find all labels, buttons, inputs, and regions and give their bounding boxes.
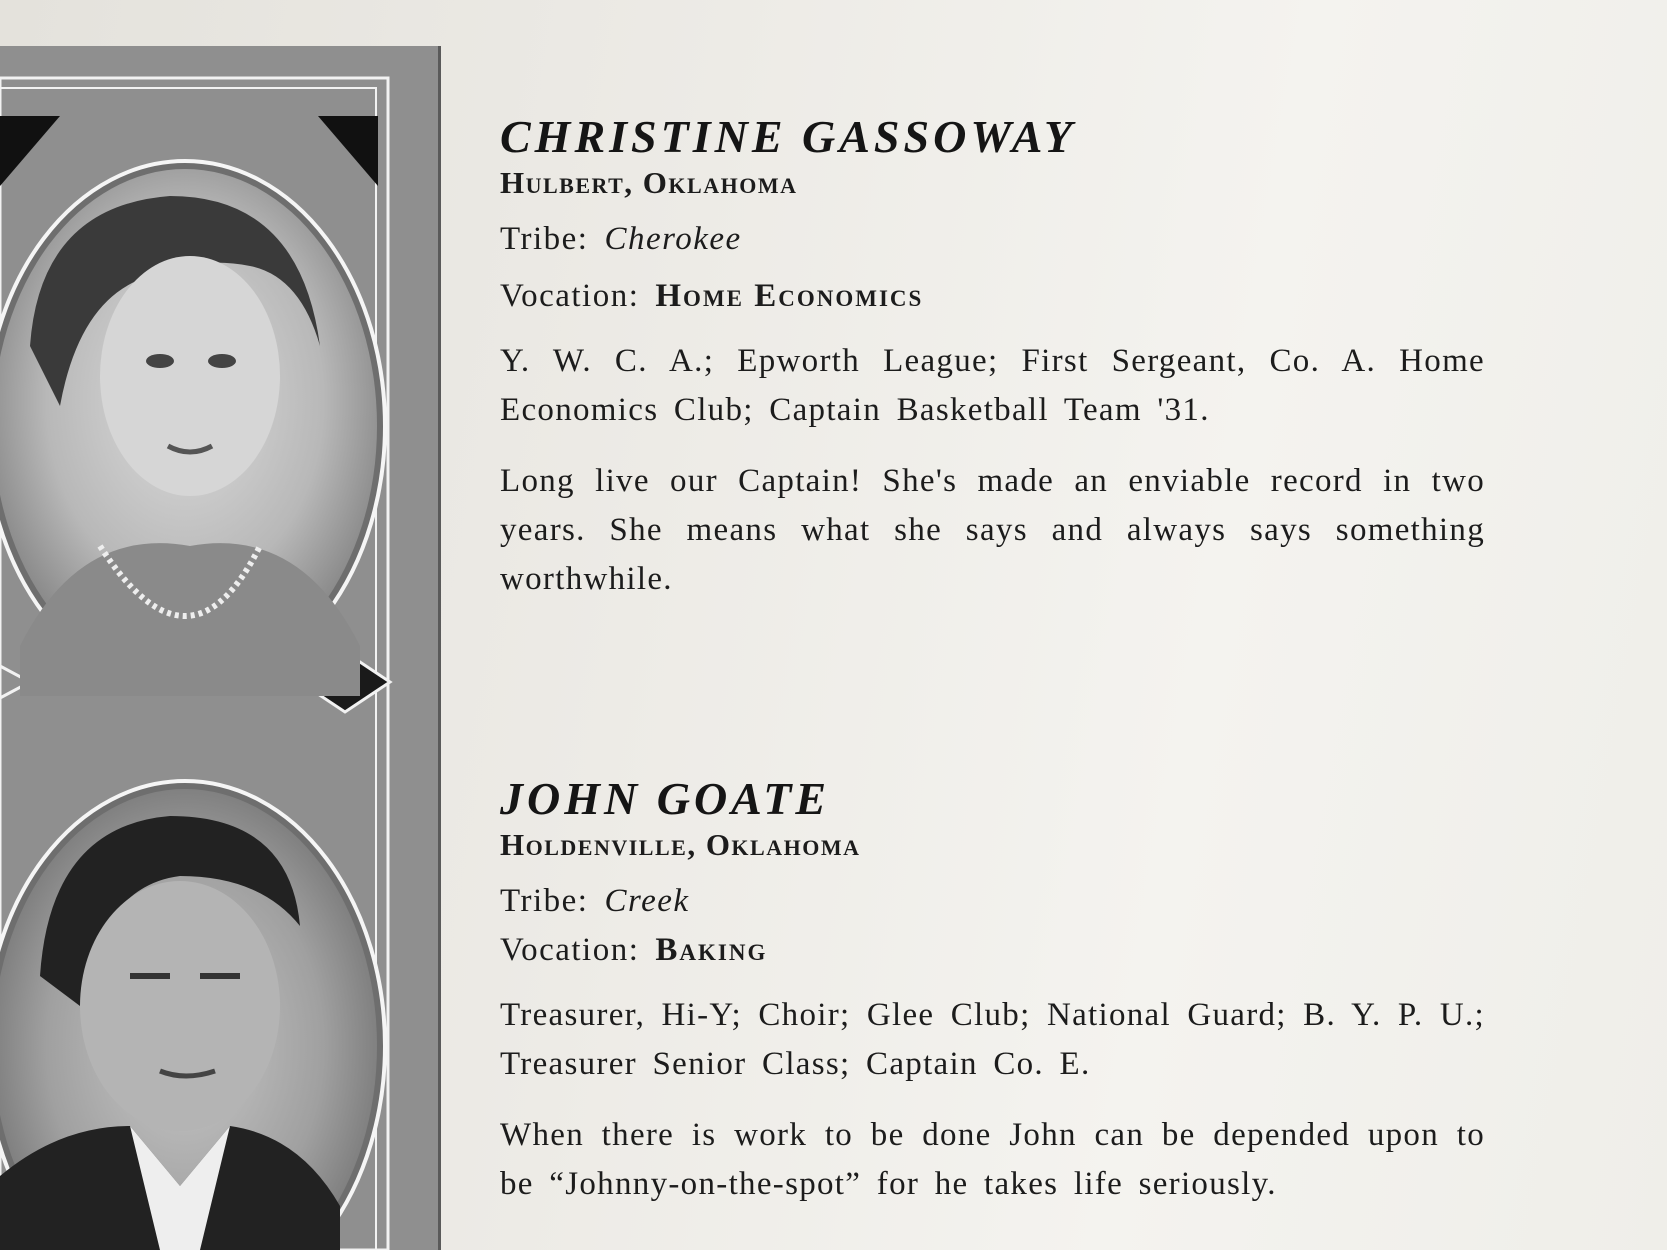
student-name: CHRISTINE GASSOWAY [500, 111, 1077, 162]
activities-text: Treasurer, Hi-Y; Choir; Glee Club; National Guard; B. Y. P. U.; Treasurer Senior Class; Captain Co. E. [500, 997, 1485, 1082]
description-text: Long live our Captain! She's made an enviable record in two years. She means what she says and always says something worthwhile. [500, 463, 1485, 597]
student-entry [500, 110, 1500, 604]
student-hometown: Hulbert, Oklahoma [500, 165, 798, 200]
tribe-value: Cherokee [604, 221, 742, 257]
student-hometown: Holdenville, Oklahoma [500, 827, 861, 862]
activities-text: Y. W. C. A.; Epworth League; First Sergeant, Co. A. Home Economics Club; Captain Basketball Team '31. [500, 343, 1485, 428]
description-text: When there is work to be done John can be depended upon to be “Johnny-on-the-spot” for he takes life seriously. [500, 1117, 1485, 1202]
portrait-frames [0, 46, 438, 1250]
tribe-label: Tribe: [500, 883, 589, 919]
vocation-line [500, 278, 1500, 315]
corner-ornament-icon [318, 116, 378, 186]
tribe-line [500, 883, 1500, 920]
tribe-label: Tribe: [500, 221, 589, 257]
student-entry [500, 772, 1500, 1209]
student-name: JOHN GOATE [500, 773, 831, 824]
portrait-panel [0, 46, 441, 1250]
tribe-line [500, 221, 1500, 258]
portrait-john-goate [0, 781, 385, 1250]
portrait-christine-gassoway [0, 161, 385, 696]
vocation-label: Vocation: [500, 932, 640, 968]
vocation-line [500, 932, 1500, 969]
tribe-value: Creek [604, 883, 690, 919]
vocation-value: Home Economics [655, 278, 924, 314]
vocation-value: Baking [655, 932, 768, 968]
corner-ornament-icon [0, 116, 60, 186]
vocation-label: Vocation: [500, 278, 640, 314]
